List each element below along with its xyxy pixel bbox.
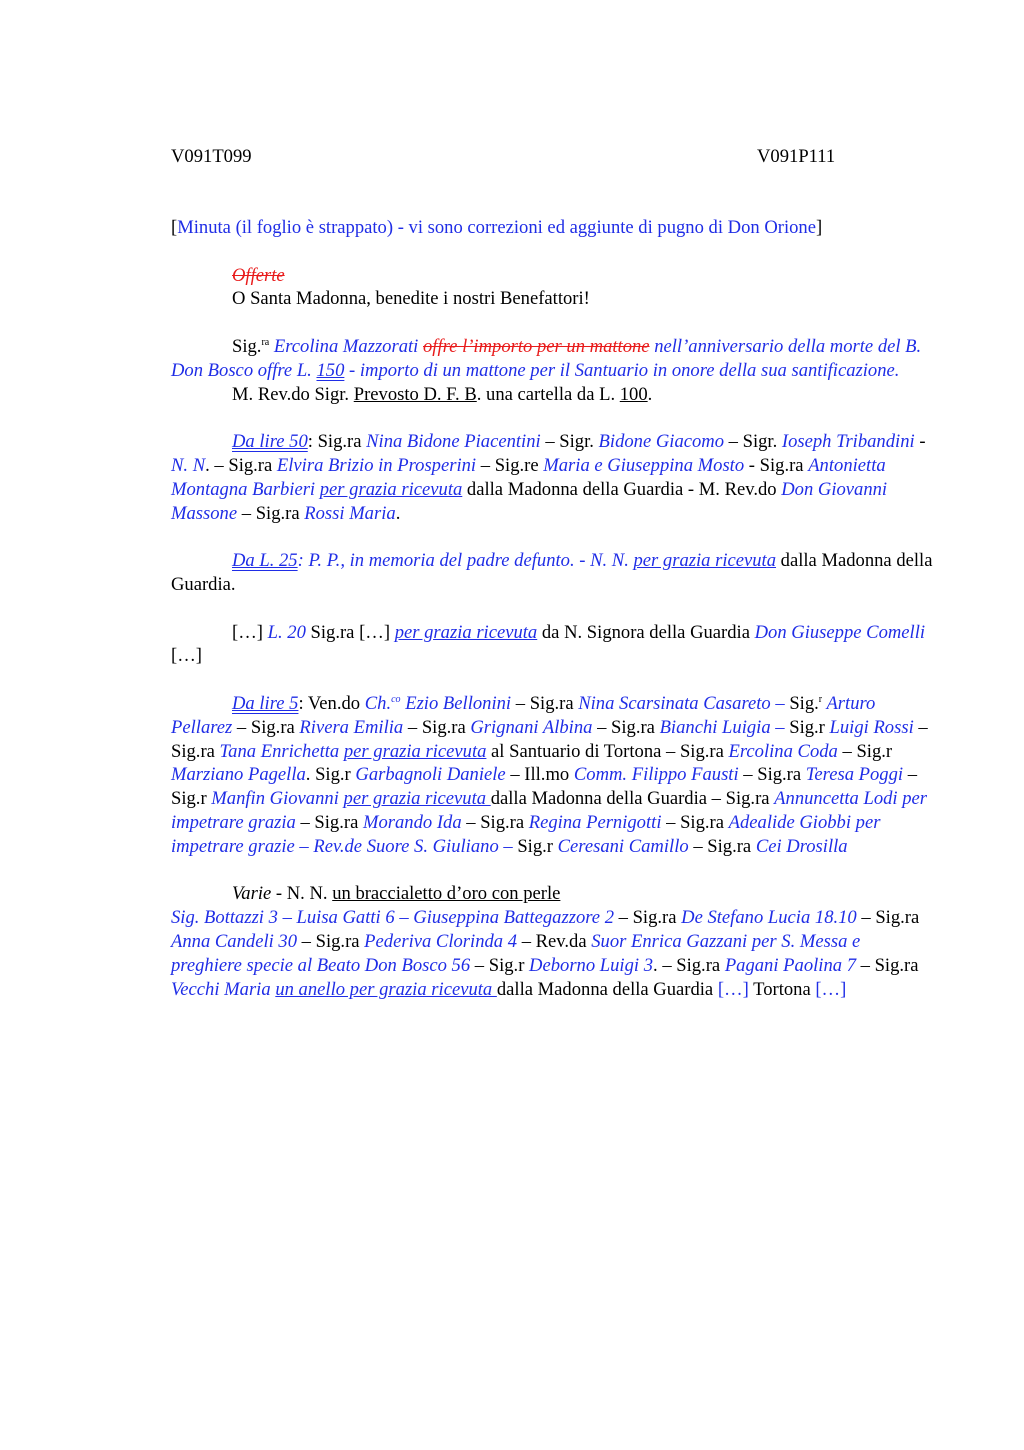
editorial-note <box>171 216 933 240</box>
document-body <box>171 216 933 1001</box>
document-code-right: V091P111 <box>757 146 836 167</box>
section-lire-20: […] L. 20 Sig.ra […] per grazia ricevuta da N. Signora della Guardia Don Giuseppe Comelli […] <box>171 621 926 667</box>
section-lire-5: Da lire 5: Ven.do Ch.$^{co}$ Ezio Bellonini – Sig.ra Nina Scarsinata Casareto – Sig.$^r$ Arturo Pellarez – Sig.ra Rivera Emilia – Sig.ra Grignani Albina – Sig.ra Bianchi Luigia – Sig.r Luigi Rossi – Sig.ra Tana Enrichetta per grazia ricevuta al Santuario di Tortona – Sig.ra Ercolina Coda – Sig.r Marziano Pagella. Sig.r Garbagnoli Daniele – Ill.mo Comm. Filippo Fausti – Sig.ra Teresa Poggi – Sig.r Manfin Giovanni per grazia ricevuta dalla Madonna della Guardia – Sig.ra Annuncetta Lodi per impetrare grazia – Sig.ra Morando Ida – Sig.ra Regina Pernigotti – Sig.ra Adealide Giobbi per impetrare grazie – Rev.de Suore S. Giuliano – Sig.r Ceresani Camillo – Sig.ra Cei Drosilla <box>171 692 928 857</box>
document-code-left: V091T099 <box>171 146 252 167</box>
section-lire-25: Da L. 25: P. P., in memoria del padre defunto. - N. N. per grazia ricevuta dalla Madonna della Guardia. <box>171 550 933 595</box>
heading-offerte <box>171 264 933 288</box>
struck-heading: Offerte <box>232 264 285 286</box>
entry-mazzorati: Sig.$^{ra}$ Ercolina Mazzorati offre l’importo per un mattone nell’anniversario della morte del B. Don Bosco offre L. 150 - importo di un mattone per il Santuario in onore della sua santificazione. <box>171 335 922 381</box>
note-text: Minuta (il foglio è strappato) - vi sono correzioni ed aggiunte di pugno di Don Orione <box>177 217 816 238</box>
bracket-close: ] <box>815 217 823 238</box>
section-varie: Varie - N. N. un braccialetto d’oro con perle <box>232 883 561 905</box>
invocation: O Santa Madonna, benedite i nostri Benefattori! <box>232 288 590 310</box>
entry-prevosto: M. Rev.do Sigr. Prevosto D. F. B. una cartella da L. 100. <box>232 383 653 405</box>
section-lire-50: Da lire 50: Sig.ra Nina Bidone Piacentini – Sigr. Bidone Giacomo – Sigr. Ioseph Tribandini - N. N. – Sig.ra Elvira Brizio in Prosperini – Sig.re Maria e Giuseppina Mosto - Sig.ra Antonietta Montagna Barbieri per grazia ricevuta dalla Madonna della Guardia - M. Rev.do Don Giovanni Massone – Sig.ra Rossi Maria. <box>171 431 926 524</box>
bracket-open: [ <box>171 217 178 238</box>
varie-entries: Sig. Bottazzi 3 – Luisa Gatti 6 – Giuseppina Battegazzore 2 – Sig.ra De Stefano Lucia 18.10 – Sig.ra Anna Candeli 30 – Sig.ra Pederiva Clorinda 4 – Rev.da Suor Enrica Gazzani per S. Messa e preghiere specie al Beato Don Bosco 56 – Sig.r Deborno Luigi 3. – Sig.ra Pagani Paolina 7 – Sig.ra Vecchi Maria un anello per grazia ricevuta dalla Madonna della Guardia […] Tortona […] <box>171 907 920 1000</box>
